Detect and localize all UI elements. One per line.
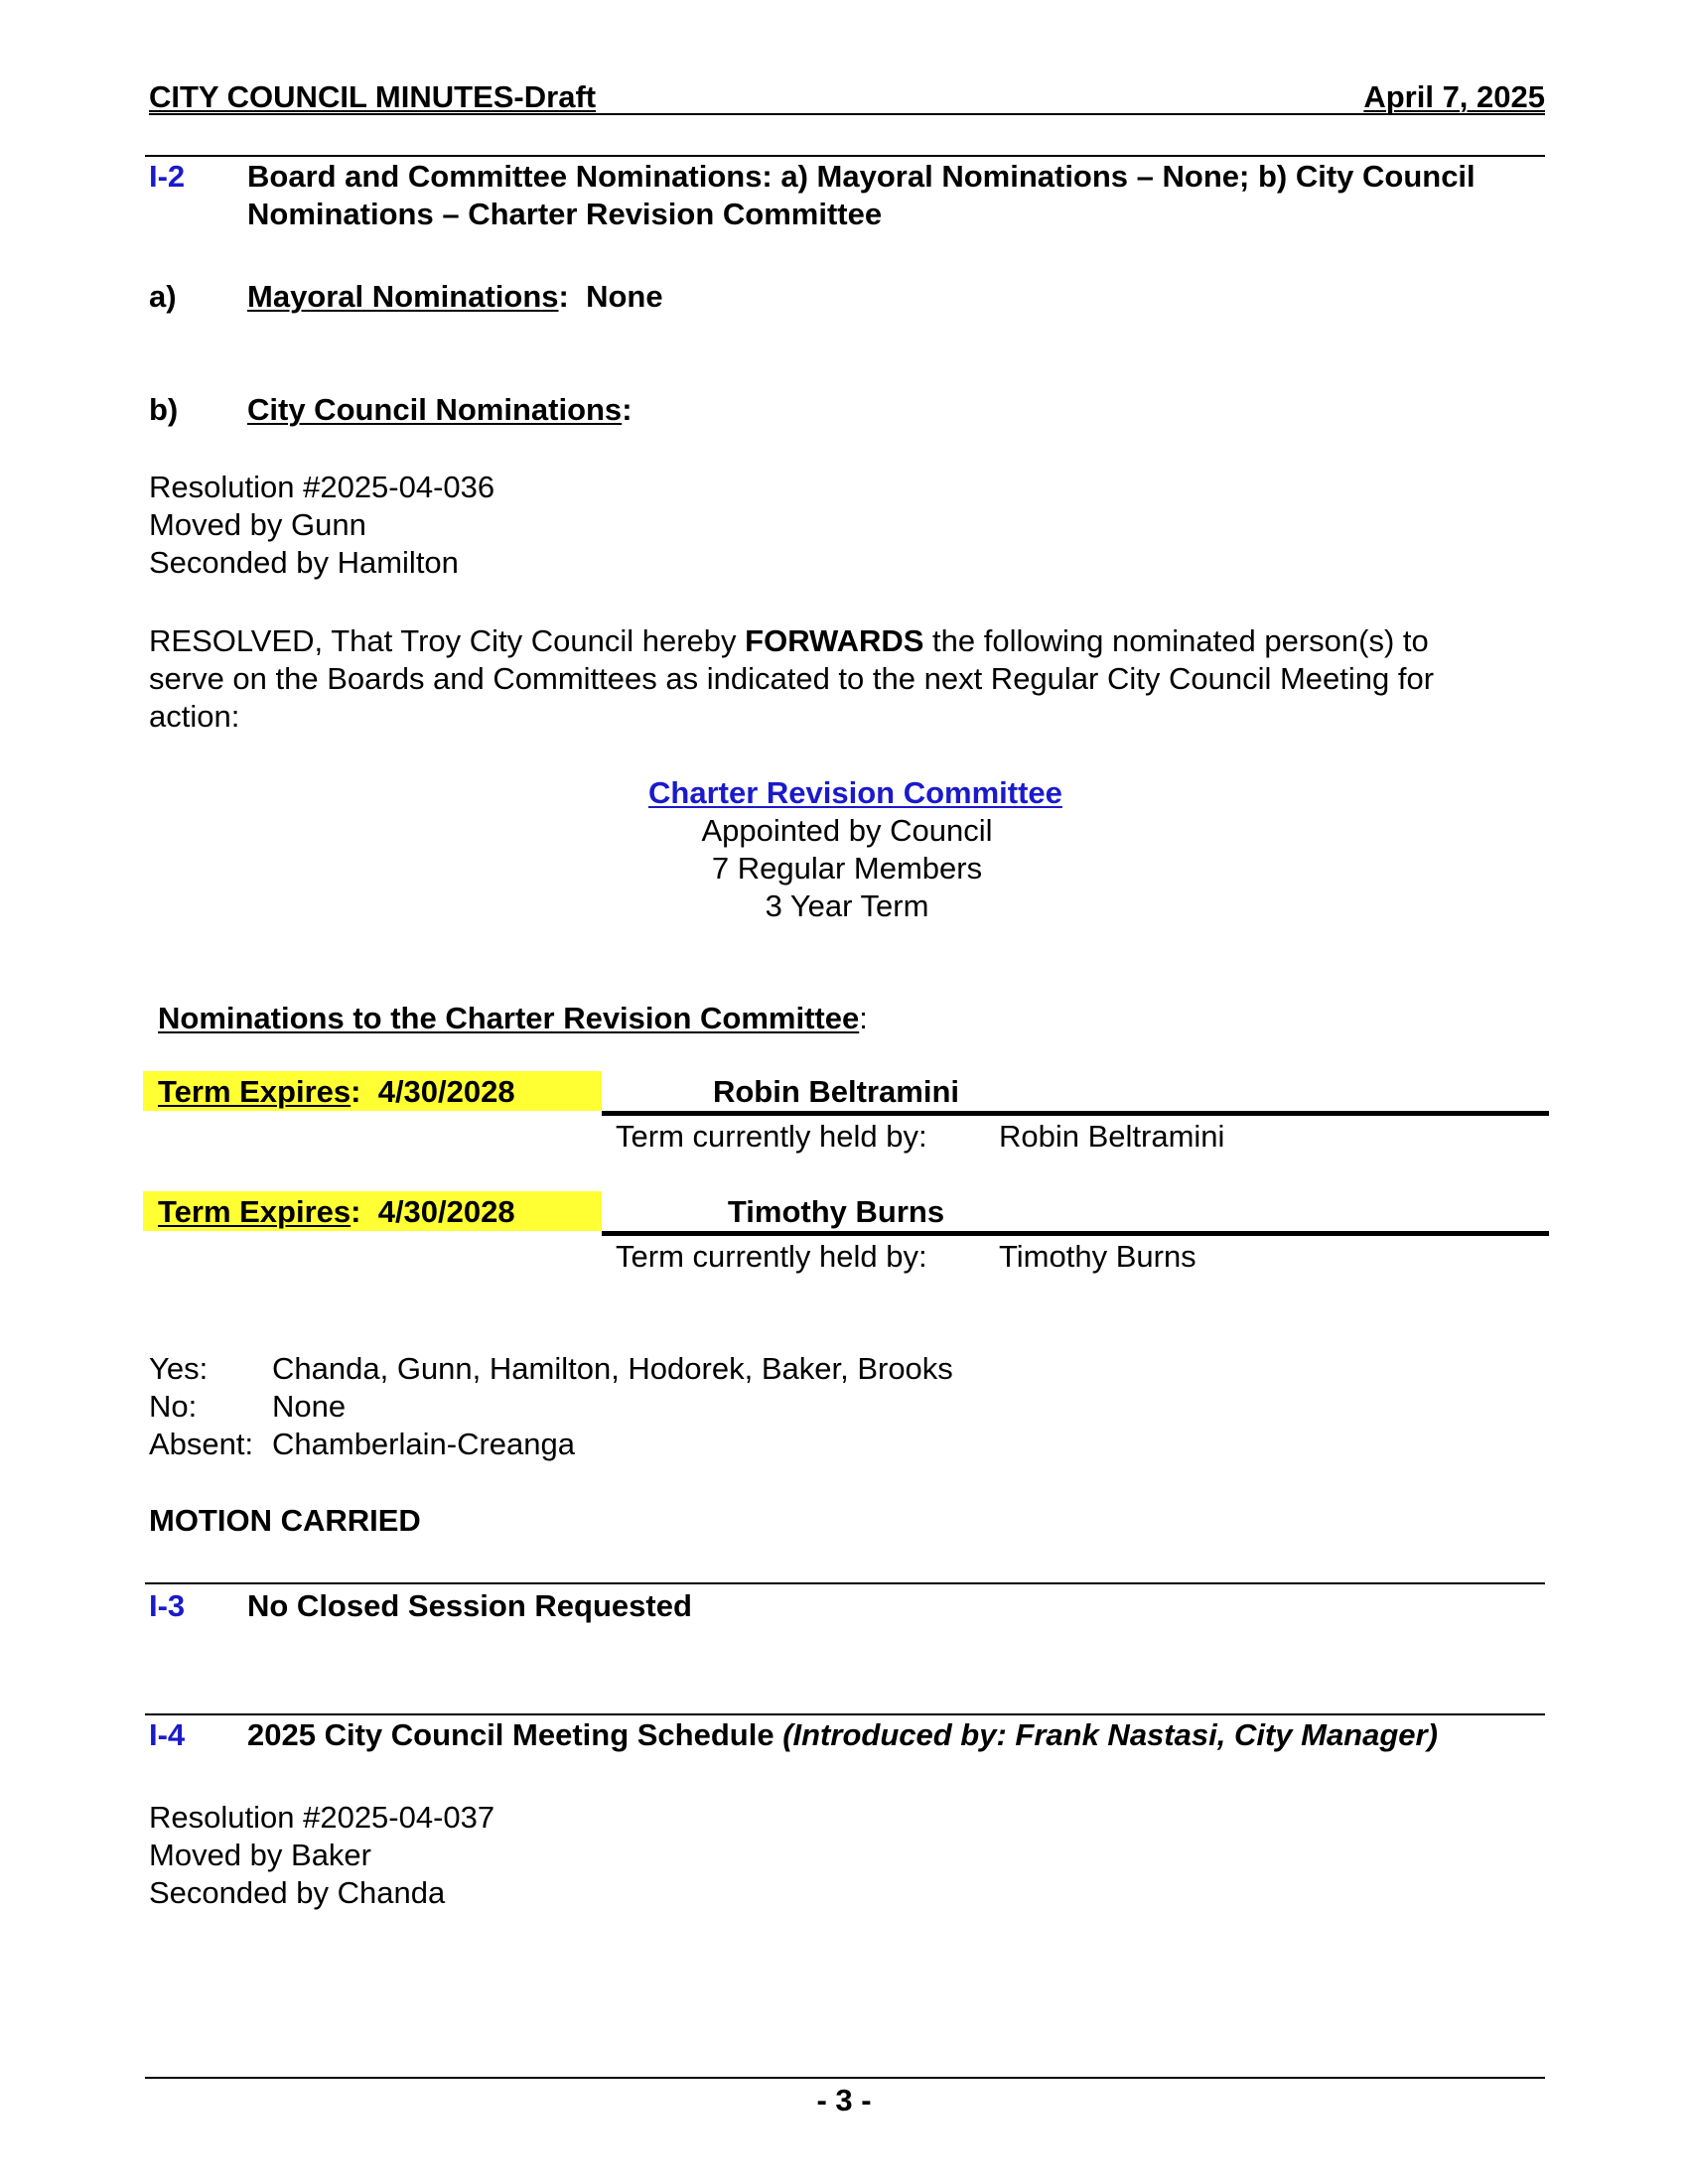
- nominations-heading-colon: :: [859, 1001, 868, 1035]
- item-number-i4: I-4: [149, 1717, 186, 1752]
- nominations-heading-text: Nominations to the Charter Revision Committee: [158, 1001, 860, 1035]
- item-title-i2-line2: Nominations – Charter Revision Committee: [247, 197, 883, 231]
- committee-block: [648, 774, 1062, 925]
- subitem-a-marker: a): [149, 279, 177, 314]
- moved-by: Moved by Baker: [149, 1838, 371, 1872]
- vote-no-label: No:: [149, 1389, 198, 1424]
- resolved-line1-rest: the following nominated person(s) to: [923, 623, 1429, 658]
- committee-appointed: Appointed by Council: [701, 813, 993, 848]
- item-number-i3: I-3: [149, 1588, 186, 1623]
- item-title-i4: [247, 1717, 1438, 1753]
- nominee-rule: [602, 1231, 1549, 1236]
- nominations-heading: [158, 1001, 868, 1036]
- nominee-rule: [602, 1111, 1549, 1116]
- header-title: CITY COUNCIL MINUTES-Draft: [149, 79, 597, 114]
- nominee-name: Robin Beltramini: [712, 1074, 959, 1109]
- term-expires: Term Expires: 4/30/2028: [158, 1074, 515, 1109]
- seconded-by: Seconded by Hamilton: [149, 545, 459, 580]
- item-title-i3: No Closed Session Requested: [247, 1588, 692, 1623]
- council-nominations: [247, 392, 633, 428]
- term-held-label: Term currently held by:: [616, 1119, 927, 1154]
- resolution-block-i2: [149, 469, 494, 582]
- seconded-by: Seconded by Chanda: [149, 1875, 446, 1910]
- resolution-number: Resolution #2025-04-037: [149, 1800, 495, 1835]
- item-title-i4-text: 2025 City Council Meeting Schedule: [247, 1717, 783, 1752]
- section-rule-i4: [145, 1713, 1545, 1715]
- motion-result: MOTION CARRIED: [149, 1503, 421, 1538]
- footer-rule: [145, 2077, 1545, 2079]
- section-rule-i3: [145, 1582, 1545, 1584]
- mayoral-nominations-label: Mayoral Nominations: [247, 279, 559, 314]
- header-rule: [149, 113, 1545, 115]
- resolved-prefix: RESOLVED, That Troy City Council hereby: [149, 623, 746, 658]
- vote-absent: Chamberlain-Creanga: [272, 1427, 575, 1461]
- moved-by: Moved by Gunn: [149, 507, 366, 542]
- item-title-i2: [247, 159, 1476, 232]
- vote-labels: [149, 1350, 253, 1463]
- council-nominations-label: City Council Nominations: [247, 392, 623, 427]
- mayoral-nominations-colon: :: [558, 279, 569, 314]
- vote-no: None: [272, 1389, 347, 1424]
- resolved-line1: [149, 622, 1434, 660]
- section-rule-i2: [145, 155, 1545, 157]
- term-held-label: Term currently held by:: [616, 1239, 927, 1274]
- subitem-b-marker: b): [149, 392, 179, 427]
- term-held-by: Robin Beltramini: [999, 1119, 1225, 1154]
- resolved-paragraph: [149, 622, 1434, 736]
- resolved-line2: serve on the Boards and Committees as indicated to the next Regular City Council Meeting for: [149, 661, 1435, 696]
- item-title-i2-line1: Board and Committee Nominations: a) Mayoral Nominations – None; b) City Council: [247, 159, 1476, 194]
- nominee-name: Timothy Burns: [727, 1194, 945, 1229]
- vote-values: [272, 1350, 953, 1463]
- item-number-i2: I-2: [149, 159, 186, 194]
- term-expires-date: 4/30/2028: [377, 1194, 515, 1229]
- item-title-i4-intro: (Introduced by: Frank Nastasi, City Manager): [782, 1717, 1438, 1752]
- resolved-line3: action:: [149, 699, 240, 734]
- page-number: - 3 -: [816, 2083, 872, 2117]
- term-held-by: Timothy Burns: [999, 1239, 1196, 1274]
- committee-link[interactable]: Charter Revision Committee: [648, 775, 1062, 810]
- term-expires-label: Term Expires: [158, 1074, 352, 1109]
- vote-absent-label: Absent:: [149, 1427, 254, 1461]
- mayoral-nominations-value: None: [586, 279, 663, 314]
- committee-term: 3 Year Term: [765, 888, 929, 923]
- term-expires: Term Expires: 4/30/2028: [158, 1194, 515, 1229]
- vote-yes-label: Yes:: [149, 1351, 209, 1386]
- resolved-action: FORWARDS: [745, 623, 924, 658]
- resolution-block-i4: [149, 1799, 494, 1912]
- council-nominations-colon: :: [622, 392, 633, 427]
- vote-yes: Chanda, Gunn, Hamilton, Hodorek, Baker, Brooks: [272, 1351, 953, 1386]
- term-expires-label: Term Expires: [158, 1194, 352, 1229]
- header-date: April 7, 2025: [1363, 79, 1545, 114]
- mayoral-nominations: [247, 279, 663, 315]
- resolution-number: Resolution #2025-04-036: [149, 470, 495, 504]
- term-expires-date: 4/30/2028: [377, 1074, 515, 1109]
- committee-members: 7 Regular Members: [711, 851, 983, 886]
